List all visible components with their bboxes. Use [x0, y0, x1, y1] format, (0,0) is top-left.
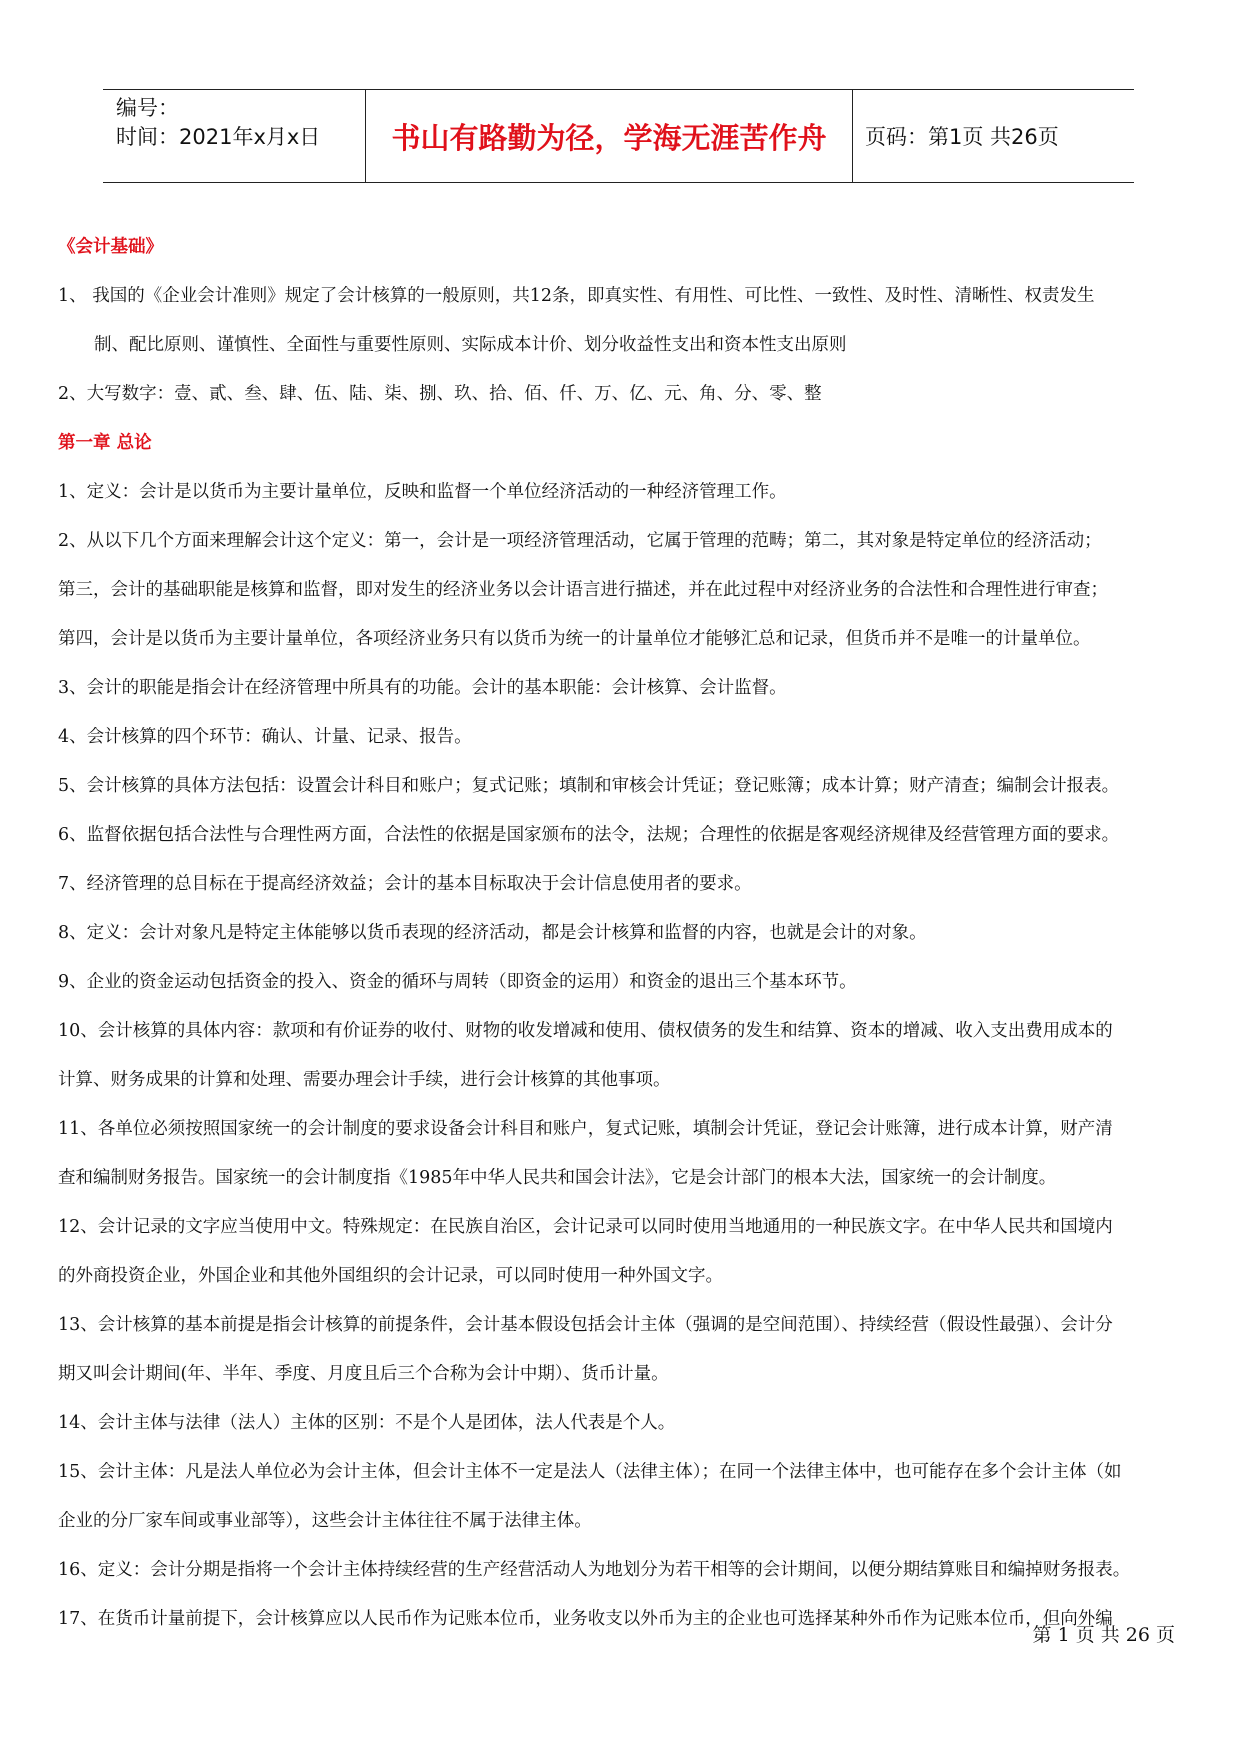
body-line: 1、定义：会计是以货币为主要计量单位，反映和监督一个单位经济活动的一种经济管理工作。 [58, 482, 787, 502]
body-line: 的外商投资企业，外国企业和其他外国组织的会计记录，可以同时使用一种外国文字。 [58, 1266, 723, 1286]
body-line: 制、配比原则、谨慎性、全面性与重要性原则、实际成本计价、划分收益性支出和资本性支出原则 [94, 335, 847, 355]
body-line: 3、会计的职能是指会计在经济管理中所具有的功能。会计的基本职能：会计核算、会计监督。 [58, 678, 787, 698]
body-line: 14、会计主体与法律（法人）主体的区别：不是个人是团体，法人代表是个人。 [58, 1413, 676, 1433]
body-line: 9、企业的资金运动包括资金的投入、资金的循环与周转（即资金的运用）和资金的退出三个基本环节。 [58, 972, 857, 992]
header-page-info: 页码：第1页 共26页 [865, 125, 1059, 149]
body-line: 10、会计核算的具体内容：款项和有价证券的收付、财物的收发增减和使用、债权债务的发生和结算、资本的增减、收入支出费用成本的 [58, 1021, 1113, 1041]
time-label: 时间：2021年x月x日 [116, 125, 321, 149]
body-line: 11、各单位必须按照国家统一的会计制度的要求设备会计科目和账户，复式记账，填制会计凭证，登记会计账簿，进行成本计算，财产清 [58, 1119, 1113, 1139]
body-line: 第四，会计是以货币为主要计量单位，各项经济业务只有以货币为统一的计量单位才能够汇总和记录，但货币并不是唯一的计量单位。 [58, 629, 1091, 649]
body-line: 1、 我国的《企业会计准则》规定了会计核算的一般原则，共12条，即真实性、有用性、可比性、一致性、及时性、清晰性、权责发生 [58, 286, 1095, 306]
document-body [58, 223, 1183, 1644]
body-line: 企业的分厂家车间或事业部等），这些会计主体往往不属于法律主体。 [58, 1511, 592, 1531]
body-line: 13、会计核算的基本前提是指会计核算的前提条件，会计基本假设包括会计主体（强调的是空间范围）、持续经营（假设性最强）、会计分 [58, 1315, 1113, 1335]
document-header [103, 89, 1134, 183]
body-line: 16、定义：会计分期是指将一个会计主体持续经营的生产经营活动人为地划分为若干相等的会计期间，以便分期结算账目和编掉财务报表。 [58, 1560, 1131, 1580]
body-line: 15、会计主体：凡是法人单位必为会计主体，但会计主体不一定是法人（法律主体）；在同一个法律主体中，也可能存在多个会计主体（如 [58, 1462, 1122, 1482]
body-line: 6、监督依据包括合法性与合理性两方面，合法性的依据是国家颁布的法令，法规；合理性的依据是客观经济规律及经营管理方面的要求。 [58, 825, 1120, 845]
body-line: 第三，会计的基础职能是核算和监督，即对发生的经济业务以会计语言进行描述，并在此过程中对经济业务的合法性和合理性进行审查； [58, 580, 1108, 600]
body-line: 7、经济管理的总目标在于提高经济效益；会计的基本目标取决于会计信息使用者的要求。 [58, 874, 752, 894]
body-line: 计算、财务成果的计算和处理、需要办理会计手续，进行会计核算的其他事项。 [58, 1070, 671, 1090]
body-line: 期又叫会计期间(年、半年、季度、月度且后三个合称为会计中期）、货币计量。 [58, 1364, 669, 1384]
body-line: 2、大写数字：壹、貳、叁、肆、伍、陆、柒、捌、玖、拾、佰、仟、万、亿、元、角、分、零、整 [58, 384, 822, 404]
body-line: 2、从以下几个方面来理解会计这个定义：第一，会计是一项经济管理活动，它属于管理的范畴；第二，其对象是特定单位的经济活动； [58, 531, 1102, 551]
body-line: 8、定义：会计对象凡是特定主体能够以货币表现的经济活动，都是会计核算和监督的内容，也就是会计的对象。 [58, 923, 927, 943]
number-label: 编号： [116, 96, 179, 120]
body-line: 5、会计核算的具体方法包括：设置会计科目和账户；复式记账；填制和审核会计凭证；登记账簿；成本计算；财产清查；编制会计报表。 [58, 776, 1120, 796]
body-line: 12、会计记录的文字应当使用中文。特殊规定：在民族自治区，会计记录可以同时使用当地通用的一种民族文字。在中华人民共和国境内 [58, 1217, 1113, 1237]
body-line: 17、在货币计量前提下，会计核算应以人民币作为记账本位币，业务收支以外币为主的企业也可选择某种外币作为记账本位币，但向外编 [58, 1609, 1113, 1629]
section-heading: 《会计基础》 [58, 237, 163, 257]
header-meta [116, 94, 320, 152]
header-motto: 书山有路勤为径，学海无涯苦作舟 [391, 120, 827, 155]
header-divider-right [852, 90, 853, 182]
page-footer: 第 1 页 共 26 页 [1032, 1624, 1175, 1646]
body-line: 查和编制财务报告。国家统一的会计制度指《1985年中华人民共和国会计法》，它是会计部门的根本大法，国家统一的会计制度。 [58, 1168, 1057, 1188]
body-line: 4、会计核算的四个环节：确认、计量、记录、报告。 [58, 727, 472, 747]
section-heading: 第一章 总论 [58, 433, 152, 453]
